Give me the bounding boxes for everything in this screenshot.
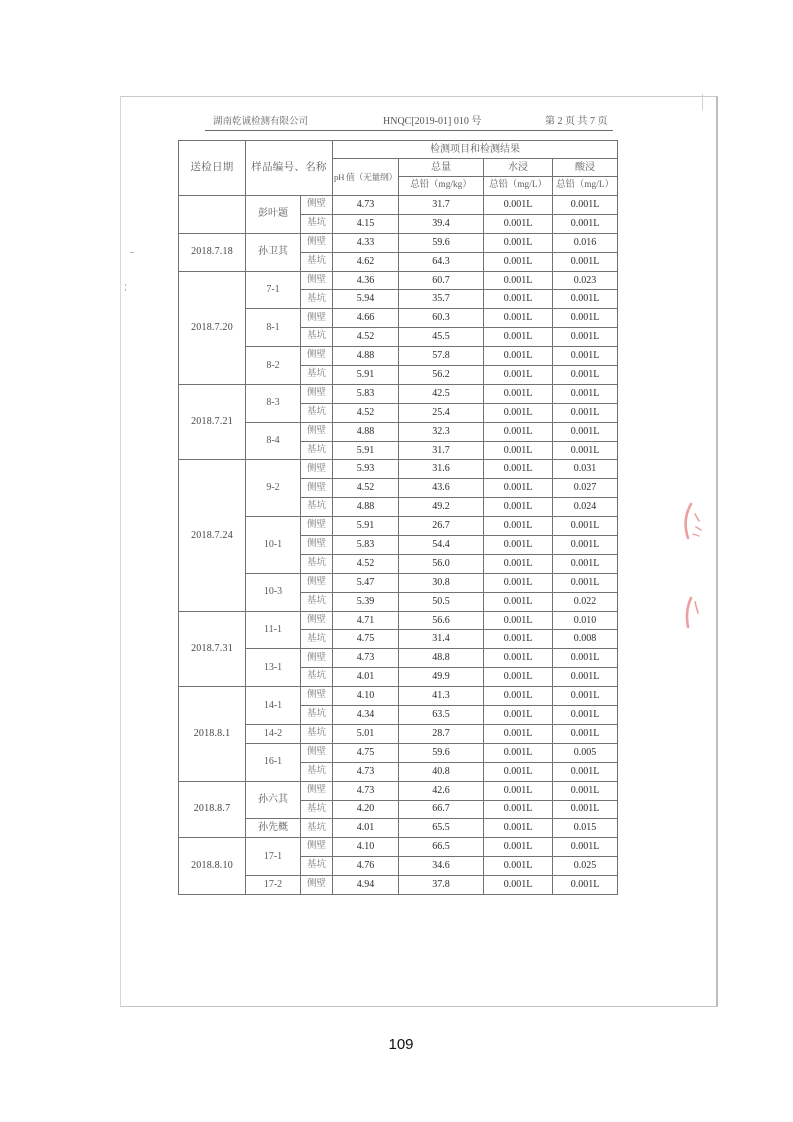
table-row [179, 196, 618, 215]
acid-leach-lead-cell: 0.001L [553, 649, 618, 668]
ph-value-cell: 5.93 [333, 460, 399, 479]
submit-date-cell: 2018.8.1 [179, 687, 246, 781]
submit-date-cell [179, 196, 246, 234]
sampling-position-cell: 侧壁 [301, 687, 333, 706]
water-leach-lead-cell: 0.001L [484, 366, 553, 385]
sample-name-cell: 16-1 [246, 743, 301, 781]
acid-leach-lead-cell: 0.001L [553, 536, 618, 555]
ph-value-cell: 5.47 [333, 573, 399, 592]
total-lead-cell: 54.4 [399, 536, 484, 555]
ph-value-cell: 4.88 [333, 498, 399, 517]
water-leach-lead-cell: 0.001L [484, 781, 553, 800]
sampling-position-cell: 侧壁 [301, 611, 333, 630]
water-leach-lead-cell: 0.001L [484, 649, 553, 668]
water-leach-lead-cell: 0.001L [484, 876, 553, 895]
ph-value-cell: 4.73 [333, 196, 399, 215]
water-leach-lead-cell: 0.001L [484, 762, 553, 781]
sample-name-cell: 9-2 [246, 460, 301, 517]
acid-leach-lead-cell: 0.008 [553, 630, 618, 649]
sampling-position-cell: 基坑 [301, 328, 333, 347]
total-lead-cell: 60.7 [399, 271, 484, 290]
acid-leach-lead-cell: 0.001L [553, 422, 618, 441]
page-number: 109 [388, 1036, 414, 1053]
water-leach-lead-cell: 0.001L [484, 724, 553, 743]
ph-value-cell: 4.20 [333, 800, 399, 819]
table-row [179, 460, 618, 479]
sampling-position-cell: 基坑 [301, 290, 333, 309]
acid-leach-lead-cell: 0.005 [553, 743, 618, 762]
acid-leach-lead-cell: 0.001L [553, 214, 618, 233]
ph-value-cell: 4.75 [333, 743, 399, 762]
acid-leach-lead-cell: 0.001L [553, 573, 618, 592]
ph-value-cell: 4.88 [333, 347, 399, 366]
scan-edge-mark [702, 94, 703, 110]
ph-value-cell: 4.10 [333, 687, 399, 706]
report-number: HNQC[2019-01] 010 号 [383, 116, 482, 127]
sample-name-cell: 13-1 [246, 649, 301, 687]
water-leach-lead-cell: 0.001L [484, 687, 553, 706]
water-leach-lead-cell: 0.001L [484, 517, 553, 536]
sampling-position-cell: 侧壁 [301, 384, 333, 403]
acid-leach-lead-cell: 0.001L [553, 781, 618, 800]
sampling-position-cell: 基坑 [301, 630, 333, 649]
submit-date-cell: 2018.8.10 [179, 838, 246, 895]
total-lead-cell: 66.5 [399, 838, 484, 857]
water-leach-lead-cell: 0.001L [484, 309, 553, 328]
sampling-position-cell: 侧壁 [301, 479, 333, 498]
acid-leach-lead-cell: 0.027 [553, 479, 618, 498]
results-group-header: 检测项目和检测结果 [333, 141, 618, 159]
col-header-date: 送检日期 [179, 141, 246, 196]
sampling-position-cell: 侧壁 [301, 838, 333, 857]
ph-value-cell: 5.91 [333, 366, 399, 385]
col-header-total: 总量 [399, 159, 484, 177]
sample-name-cell: 14-1 [246, 687, 301, 725]
total-lead-cell: 48.8 [399, 649, 484, 668]
ph-value-cell: 4.10 [333, 838, 399, 857]
acid-leach-lead-cell: 0.001L [553, 687, 618, 706]
seal-fragment-mark [676, 498, 708, 638]
ph-value-cell: 4.01 [333, 819, 399, 838]
sampling-position-cell: 基坑 [301, 554, 333, 573]
sampling-position-cell: 基坑 [301, 724, 333, 743]
water-leach-lead-cell: 0.001L [484, 233, 553, 252]
acid-leach-lead-cell: 0.023 [553, 271, 618, 290]
company-name: 湖南乾诚检测有限公司 [213, 117, 309, 127]
sampling-position-cell: 侧壁 [301, 233, 333, 252]
acid-leach-lead-cell: 0.001L [553, 309, 618, 328]
sampling-position-cell: 基坑 [301, 366, 333, 385]
sampling-position-cell: 基坑 [301, 592, 333, 611]
total-lead-cell: 31.4 [399, 630, 484, 649]
sample-name-cell: 8-1 [246, 309, 301, 347]
sampling-position-cell: 侧壁 [301, 309, 333, 328]
ph-value-cell: 4.15 [333, 214, 399, 233]
sampling-position-cell: 基坑 [301, 214, 333, 233]
acid-leach-lead-cell: 0.001L [553, 347, 618, 366]
water-leach-lead-cell: 0.001L [484, 403, 553, 422]
col-header-water-leach: 水浸 [484, 159, 553, 177]
acid-leach-lead-cell: 0.001L [553, 384, 618, 403]
acid-leach-lead-cell: 0.022 [553, 592, 618, 611]
total-lead-cell: 31.6 [399, 460, 484, 479]
submit-date-cell: 2018.7.24 [179, 460, 246, 611]
water-leach-lead-cell: 0.001L [484, 819, 553, 838]
table-row [179, 687, 618, 706]
ph-value-cell: 4.88 [333, 422, 399, 441]
water-leach-lead-cell: 0.001L [484, 252, 553, 271]
total-lead-cell: 57.8 [399, 347, 484, 366]
sample-name-cell: 14-2 [246, 724, 301, 743]
table-row [179, 781, 618, 800]
table-row [179, 838, 618, 857]
ph-value-cell: 4.36 [333, 271, 399, 290]
total-lead-cell: 39.4 [399, 214, 484, 233]
ph-value-cell: 4.73 [333, 762, 399, 781]
scan-speck [125, 289, 126, 291]
total-lead-cell: 59.6 [399, 743, 484, 762]
sampling-position-cell: 基坑 [301, 706, 333, 725]
sampling-position-cell: 基坑 [301, 441, 333, 460]
table-row [179, 611, 618, 630]
water-leach-lead-cell: 0.001L [484, 328, 553, 347]
ph-value-cell: 4.52 [333, 328, 399, 347]
total-lead-cell: 37.8 [399, 876, 484, 895]
col-header-ph: pH 值（无量纲） [333, 159, 399, 196]
sampling-position-cell: 侧壁 [301, 347, 333, 366]
results-body [179, 196, 618, 895]
col-unit-acid-leach: 总铅（mg/L） [553, 177, 618, 196]
ph-value-cell: 4.52 [333, 554, 399, 573]
ph-value-cell: 5.94 [333, 290, 399, 309]
water-leach-lead-cell: 0.001L [484, 800, 553, 819]
ph-value-cell: 4.71 [333, 611, 399, 630]
total-lead-cell: 42.6 [399, 781, 484, 800]
total-lead-cell: 66.7 [399, 800, 484, 819]
water-leach-lead-cell: 0.001L [484, 196, 553, 215]
total-lead-cell: 30.8 [399, 573, 484, 592]
ph-value-cell: 4.73 [333, 781, 399, 800]
ph-value-cell: 4.73 [333, 649, 399, 668]
water-leach-lead-cell: 0.001L [484, 668, 553, 687]
sampling-position-cell: 侧壁 [301, 517, 333, 536]
col-header-acid-leach: 酸浸 [553, 159, 618, 177]
sampling-position-cell: 侧壁 [301, 422, 333, 441]
total-lead-cell: 56.2 [399, 366, 484, 385]
acid-leach-lead-cell: 0.001L [553, 517, 618, 536]
sample-name-cell: 8-2 [246, 347, 301, 385]
total-lead-cell: 56.6 [399, 611, 484, 630]
sample-name-cell: 7-1 [246, 271, 301, 309]
water-leach-lead-cell: 0.001L [484, 838, 553, 857]
sampling-position-cell: 基坑 [301, 252, 333, 271]
water-leach-lead-cell: 0.001L [484, 857, 553, 876]
sampling-position-cell: 基坑 [301, 819, 333, 838]
ph-value-cell: 5.83 [333, 536, 399, 555]
submit-date-cell: 2018.7.20 [179, 271, 246, 384]
total-lead-cell: 40.8 [399, 762, 484, 781]
water-leach-lead-cell: 0.001L [484, 592, 553, 611]
total-lead-cell: 32.3 [399, 422, 484, 441]
sampling-position-cell: 基坑 [301, 498, 333, 517]
total-lead-cell: 49.9 [399, 668, 484, 687]
sampling-position-cell: 基坑 [301, 762, 333, 781]
submit-date-cell: 2018.7.31 [179, 611, 246, 687]
table-row [179, 384, 618, 403]
water-leach-lead-cell: 0.001L [484, 743, 553, 762]
sampling-position-cell: 侧壁 [301, 781, 333, 800]
ph-value-cell: 4.34 [333, 706, 399, 725]
sample-name-cell: 8-4 [246, 422, 301, 460]
submit-date-cell: 2018.8.7 [179, 781, 246, 838]
ph-value-cell: 4.52 [333, 403, 399, 422]
total-lead-cell: 59.6 [399, 233, 484, 252]
water-leach-lead-cell: 0.001L [484, 554, 553, 573]
sampling-position-cell: 侧壁 [301, 649, 333, 668]
water-leach-lead-cell: 0.001L [484, 573, 553, 592]
acid-leach-lead-cell: 0.001L [553, 724, 618, 743]
water-leach-lead-cell: 0.001L [484, 706, 553, 725]
ph-value-cell: 4.94 [333, 876, 399, 895]
acid-leach-lead-cell: 0.001L [553, 441, 618, 460]
sampling-position-cell: 基坑 [301, 668, 333, 687]
sample-name-cell: 彭叶题 [246, 196, 301, 234]
col-unit-total: 总铅（mg/kg） [399, 177, 484, 196]
sample-name-cell: 17-1 [246, 838, 301, 876]
acid-leach-lead-cell: 0.001L [553, 800, 618, 819]
sampling-position-cell: 基坑 [301, 800, 333, 819]
ph-value-cell: 4.66 [333, 309, 399, 328]
acid-leach-lead-cell: 0.001L [553, 252, 618, 271]
table-row [179, 271, 618, 290]
page-info: 第 2 页 共 7 页 [545, 116, 608, 127]
sampling-position-cell: 基坑 [301, 403, 333, 422]
water-leach-lead-cell: 0.001L [484, 214, 553, 233]
acid-leach-lead-cell: 0.001L [553, 706, 618, 725]
ph-value-cell: 4.76 [333, 857, 399, 876]
acid-leach-lead-cell: 0.001L [553, 554, 618, 573]
water-leach-lead-cell: 0.001L [484, 479, 553, 498]
ph-value-cell: 5.01 [333, 724, 399, 743]
acid-leach-lead-cell: 0.016 [553, 233, 618, 252]
sample-name-cell: 17-2 [246, 876, 301, 895]
total-lead-cell: 65.5 [399, 819, 484, 838]
sampling-position-cell: 侧壁 [301, 573, 333, 592]
total-lead-cell: 56.0 [399, 554, 484, 573]
total-lead-cell: 31.7 [399, 441, 484, 460]
total-lead-cell: 26.7 [399, 517, 484, 536]
total-lead-cell: 43.6 [399, 479, 484, 498]
acid-leach-lead-cell: 0.001L [553, 196, 618, 215]
sample-name-cell: 孙先概 [246, 819, 301, 838]
water-leach-lead-cell: 0.001L [484, 460, 553, 479]
sample-name-cell: 10-1 [246, 517, 301, 574]
header-rule [205, 130, 613, 131]
acid-leach-lead-cell: 0.010 [553, 611, 618, 630]
water-leach-lead-cell: 0.001L [484, 630, 553, 649]
sample-name-cell: 11-1 [246, 611, 301, 649]
acid-leach-lead-cell: 0.024 [553, 498, 618, 517]
acid-leach-lead-cell: 0.001L [553, 668, 618, 687]
col-header-sample: 样品编号、名称 [246, 141, 333, 196]
scan-speck [125, 284, 126, 286]
acid-leach-lead-cell: 0.001L [553, 328, 618, 347]
ph-value-cell: 4.33 [333, 233, 399, 252]
water-leach-lead-cell: 0.001L [484, 498, 553, 517]
ph-value-cell: 4.75 [333, 630, 399, 649]
sampling-position-cell: 侧壁 [301, 271, 333, 290]
ph-value-cell: 5.83 [333, 384, 399, 403]
ph-value-cell: 5.39 [333, 592, 399, 611]
total-lead-cell: 25.4 [399, 403, 484, 422]
total-lead-cell: 31.7 [399, 196, 484, 215]
submit-date-cell: 2018.7.21 [179, 384, 246, 460]
submit-date-cell: 2018.7.18 [179, 233, 246, 271]
sampling-position-cell: 侧壁 [301, 876, 333, 895]
acid-leach-lead-cell: 0.031 [553, 460, 618, 479]
acid-leach-lead-cell: 0.015 [553, 819, 618, 838]
acid-leach-lead-cell: 0.001L [553, 403, 618, 422]
sample-name-cell: 孙六其 [246, 781, 301, 819]
ph-value-cell: 4.52 [333, 479, 399, 498]
water-leach-lead-cell: 0.001L [484, 347, 553, 366]
ph-value-cell: 5.91 [333, 517, 399, 536]
water-leach-lead-cell: 0.001L [484, 384, 553, 403]
sampling-position-cell: 基坑 [301, 857, 333, 876]
sampling-position-cell: 侧壁 [301, 460, 333, 479]
total-lead-cell: 49.2 [399, 498, 484, 517]
water-leach-lead-cell: 0.001L [484, 536, 553, 555]
acid-leach-lead-cell: 0.025 [553, 857, 618, 876]
total-lead-cell: 34.6 [399, 857, 484, 876]
total-lead-cell: 63.5 [399, 706, 484, 725]
test-results-table [178, 140, 618, 895]
scan-speck [130, 252, 134, 253]
water-leach-lead-cell: 0.001L [484, 441, 553, 460]
total-lead-cell: 45.5 [399, 328, 484, 347]
ph-value-cell: 4.62 [333, 252, 399, 271]
table-row [179, 233, 618, 252]
total-lead-cell: 42.5 [399, 384, 484, 403]
total-lead-cell: 41.3 [399, 687, 484, 706]
acid-leach-lead-cell: 0.001L [553, 838, 618, 857]
total-lead-cell: 50.5 [399, 592, 484, 611]
header-row [179, 141, 618, 159]
acid-leach-lead-cell: 0.001L [553, 366, 618, 385]
sampling-position-cell: 侧壁 [301, 196, 333, 215]
total-lead-cell: 28.7 [399, 724, 484, 743]
water-leach-lead-cell: 0.001L [484, 422, 553, 441]
sampling-position-cell: 侧壁 [301, 536, 333, 555]
total-lead-cell: 64.3 [399, 252, 484, 271]
sample-name-cell: 10-3 [246, 573, 301, 611]
acid-leach-lead-cell: 0.001L [553, 762, 618, 781]
sample-name-cell: 8-3 [246, 384, 301, 422]
ph-value-cell: 4.01 [333, 668, 399, 687]
total-lead-cell: 35.7 [399, 290, 484, 309]
water-leach-lead-cell: 0.001L [484, 611, 553, 630]
ph-value-cell: 5.91 [333, 441, 399, 460]
water-leach-lead-cell: 0.001L [484, 290, 553, 309]
sampling-position-cell: 侧壁 [301, 743, 333, 762]
total-lead-cell: 60.3 [399, 309, 484, 328]
acid-leach-lead-cell: 0.001L [553, 290, 618, 309]
water-leach-lead-cell: 0.001L [484, 271, 553, 290]
acid-leach-lead-cell: 0.001L [553, 876, 618, 895]
col-unit-water-leach: 总铅（mg/L） [484, 177, 553, 196]
sample-name-cell: 孙卫其 [246, 233, 301, 271]
